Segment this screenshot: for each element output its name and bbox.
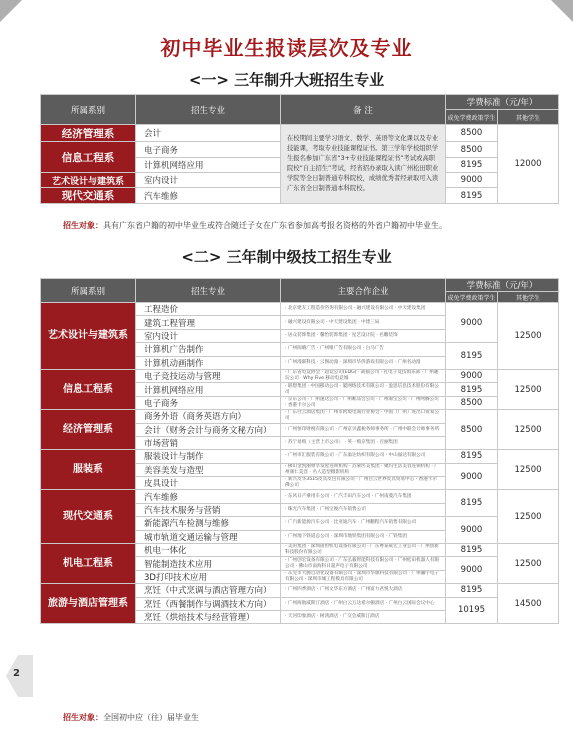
- enterprise-cell: · 北京建友工程造价咨询有限公司 · 融兴建设有限公司 · 中天建设集团: [281, 303, 446, 316]
- fee-cell: 8195: [446, 383, 498, 396]
- major-cell: 工程造价: [136, 303, 281, 316]
- fee-cell: 8500: [446, 396, 498, 409]
- fee-cell: 8500: [446, 125, 498, 142]
- major-cell: 皮具设计: [136, 477, 281, 490]
- section1-title: <一> 三年制升大班招生专业: [188, 71, 385, 89]
- fee-cell: 9000: [446, 369, 498, 382]
- enterprise-cell: · 广州市汇服装有限公司 · 广东溢达纺织有限公司 · 中山溢达有限公司: [281, 450, 446, 463]
- page-title: 初中毕业生报读层次及专业: [160, 36, 413, 60]
- major-cell: 机电一体化: [136, 544, 281, 557]
- dept-cell: 旅游与酒店管理系: [41, 584, 136, 624]
- fee-other-cell: 12500: [498, 450, 559, 490]
- target-text: 具有广东省户籍的初中毕业生或符合随迁子女在广东省参加高考报名资格的外省户籍初中毕业生。: [103, 221, 447, 230]
- fee-other-cell: 12000: [498, 125, 559, 204]
- enterprise-cell: · 广东省电竞协会 · 超竞公司(EDG) · 战猫公司 · 礼电子竞技俱乐部 · 广州趣玩公司 · Why Five 移动电竞城: [281, 369, 446, 382]
- enterprise-cell: · 广汽新能源汽车公司 · 比亚迪汽车 · 广州鹏程汽车销售有限公司: [281, 517, 446, 530]
- major-cell: 电子商务: [136, 396, 281, 409]
- header-fee-other: 其他学生: [498, 292, 559, 303]
- table-3year-technical: [40, 278, 559, 624]
- enterprise-cell: · 融兴建设有限公司 · 中天建设集团 · 中建三局: [281, 316, 446, 329]
- major-cell: 烹饪（烘焙技术与经营管理）: [136, 610, 281, 623]
- header-note: 备 注: [281, 95, 446, 125]
- fee-cell: 10195: [446, 597, 498, 624]
- dept-cell: 现代交通系: [41, 188, 136, 204]
- fee-cell: 8195: [446, 584, 498, 597]
- enterprise-cell: · 广州地下铁道总公司 · 深圳市地铁集团有限公司 · 广铁集团: [281, 530, 446, 543]
- fee-cell: 9000: [446, 173, 498, 188]
- target-label: 招生对象：: [63, 220, 103, 230]
- major-cell: 电子商务: [136, 142, 281, 158]
- major-cell: 汽车技术服务与营销: [136, 503, 281, 516]
- note-cell: 在校期间主要学习语文、数学、英语等文化课以及专业技能课，考取专业技能课程证书。第三学年学校组织学生报名参加广东省“3+专业技能课程证书”考试或高职院校“自主招生”考试，经省招办录取入读广州松田职业学院等全日制普通专科院校，成绩优秀者经录取可入读广东省全日制普通本科院校。: [281, 125, 446, 204]
- major-cell: 烹饪（西餐制作与调酒技术方向）: [136, 597, 281, 610]
- dept-cell: 机电工程系: [41, 544, 136, 584]
- fee-other-cell: 12500: [498, 369, 559, 409]
- major-cell: 3D打印技术应用: [136, 570, 281, 583]
- major-cell: 建筑工程管理: [136, 316, 281, 329]
- header-fee-local: 成免学费政策学生: [446, 110, 498, 125]
- major-cell: 新能源汽车检测与维修: [136, 517, 281, 530]
- target-label: 招生对象：: [63, 712, 103, 722]
- enterprise-cell: · 广州阅晴广告 · 广州唯广告有限公司 · 白马广告: [281, 343, 446, 356]
- fee-other-cell: 12500: [498, 490, 559, 544]
- major-cell: 商务外语（商务英语方向）: [136, 410, 281, 423]
- header-dept: 所属系别: [41, 95, 136, 125]
- header-enterprises: 主要合作企业: [281, 279, 446, 303]
- fee-cell: 8195: [446, 490, 498, 517]
- enterprise-cell: · 居众装饰集团 · 馨怡装饰集团 · 星艺设计院 · 名雕装饰: [281, 329, 446, 342]
- major-cell: 烹饪（中式烹调与酒店管理方向）: [136, 584, 281, 597]
- header-fee-local: 成免学费政策学生: [446, 292, 498, 303]
- header-dept: 所属系别: [41, 279, 136, 303]
- enterprise-cell: · 东风日产乘用车公司 · 广汽丰田汽车公司 · 广州南菱汽车集团: [281, 490, 446, 503]
- enterprise-cell: · 广东白云酒店集团 · 广州市跨境电商行业协会 · 中国（广州）进出口贸易公司: [281, 410, 446, 423]
- major-cell: 室内设计: [136, 173, 281, 188]
- header-fee-other: 其他学生: [498, 110, 559, 125]
- enterprise-cell: · 佛山金凯丽尊享发屋连锁机构 · 苏蒙医美集团 · 聚玛生活美容连锁机构 · 广州颜仁美容 · 名人造型摄影机构: [281, 463, 446, 476]
- fee-cell: 9000: [446, 517, 498, 544]
- fee-cell: 8195: [446, 158, 498, 173]
- dept-cell: 艺术设计与建筑系: [41, 173, 136, 188]
- fee-cell: 8195: [446, 188, 498, 204]
- enterprise-cell: · 珠光汽车集团 · 广州宝俊汽车销售公司: [281, 503, 446, 516]
- dept-cell: 服装系: [41, 450, 136, 490]
- major-cell: 汽车维修: [136, 490, 281, 503]
- header-major: 招生专业: [136, 279, 281, 303]
- table-3year-college: [40, 94, 559, 204]
- enterprise-cell: · 广州四季酒店 · 广州文华东方酒店 · 广州富力君悦大酒店: [281, 584, 446, 597]
- fee-other-cell: 12500: [498, 544, 559, 584]
- corner-decoration-left: [0, 0, 22, 22]
- page-number: 2: [13, 668, 20, 679]
- fee-other-cell: 14500: [498, 584, 559, 624]
- corner-decoration-right: [551, 0, 573, 22]
- dept-cell: 经济管理系: [41, 410, 136, 450]
- enterprise-cell: · 广州海航威斯汀酒店 · 广州白云万达希尔顿酒店 · 广州白云国际会议中心: [281, 597, 446, 610]
- dept-cell: 信息工程系: [41, 142, 136, 173]
- enterprise-cell: · 广州漫联科技 · 云图动漫 · 深圳市华侨游戏有限公司 · 广州名动漫: [281, 356, 446, 369]
- enterprise-cell: · 广州创宏设备有限公司 · 广东弘毅智能科技有限公司 · 广州松田机器人有限公司 · 佛山市南海科日超声电子有限公司: [281, 557, 446, 570]
- enterprise-cell: · 东莞市大腾自动化设备有限公司 · 深圳市华旗科技有限公司 · 广州瀚宇电子有限公司 · 深圳市城工程模具有限公司: [281, 570, 446, 583]
- dept-cell: 现代交通系: [41, 490, 136, 544]
- section2-title: <二> 三年制中级技工招生专业: [181, 248, 392, 266]
- header-fee: 学费标准（元/年）: [446, 95, 559, 110]
- fee-cell: 8195: [446, 343, 498, 370]
- enterprise-cell: · 新兴皮华3515皮具皮包有限公司 · 广州白云世界皮具贸易中心 · 香港卡尔佛公司: [281, 477, 446, 490]
- fee-other-cell: 12500: [498, 303, 559, 370]
- major-cell: 汽车维修: [136, 188, 281, 204]
- major-cell: 城市轨道交通运输与管理: [136, 530, 281, 543]
- fee-cell: 8195: [446, 544, 498, 557]
- header-fee: 学费标准（元/年）: [446, 279, 559, 292]
- enterprise-cell: · 广州恒印财税有限公司 · 广州京贝鑫税务师事务所 · 广州中联会计师事务所: [281, 423, 446, 436]
- dept-cell: 经济管理系: [41, 125, 136, 142]
- fee-cell: 8195: [446, 450, 498, 463]
- major-cell: 计算机网络应用: [136, 158, 281, 173]
- fee-cell: 8500: [446, 142, 498, 158]
- major-cell: 计算机动画制作: [136, 356, 281, 369]
- enterprise-cell: · 京东公司 · 广州速达公司 · 广州唯品会公司 · 广州淘宝公司 · 广州网腾公司 · 香港卡尔公司: [281, 396, 446, 409]
- major-cell: 室内设计: [136, 329, 281, 342]
- header-major: 招生专业: [136, 95, 281, 125]
- fee-cell: 9000: [446, 303, 498, 343]
- enterprise-cell: · 联想集团 · 中国移动公司 · 厦网络技术有限公司 · 盈思信息技术股份有限公司: [281, 383, 446, 396]
- fee-cell: 9000: [446, 557, 498, 584]
- major-cell: 计算机广告制作: [136, 343, 281, 356]
- major-cell: 服装设计与制作: [136, 450, 281, 463]
- major-cell: 计算机网络应用: [136, 383, 281, 396]
- fee-cell: 9000: [446, 463, 498, 490]
- major-cell: 美容美发与造型: [136, 463, 281, 476]
- major-cell: 会计（财务会计与商务文秘方向）: [136, 423, 281, 436]
- major-cell: 市场营销: [136, 436, 281, 449]
- major-cell: 会计: [136, 125, 281, 142]
- fee-other-cell: 12500: [498, 410, 559, 450]
- major-cell: 智能制造技术应用: [136, 557, 281, 570]
- section2-target: [63, 712, 199, 723]
- fee-cell: 8500: [446, 410, 498, 450]
- major-cell: 电子竞技运动与管理: [136, 369, 281, 382]
- enterprise-cell: · 苏宁易购（主营上市公司） · 英一购京集团 · 百丽集团: [281, 436, 446, 449]
- section1-target: [63, 220, 447, 231]
- dept-cell: 信息工程系: [41, 369, 136, 409]
- enterprise-cell: · 天河印象酒店 · 树鸿酒店 · 广交会威斯汀酒店: [281, 610, 446, 623]
- enterprise-cell: · 美的集团 · 深圳固恒机电设备有限公司 · 广东粤泰威宏工业公司 · 广州创新科技股份有限公司: [281, 544, 446, 557]
- dept-cell: 艺术设计与建筑系: [41, 303, 136, 370]
- target-text: 全国初中应（往）届毕业生: [103, 713, 199, 722]
